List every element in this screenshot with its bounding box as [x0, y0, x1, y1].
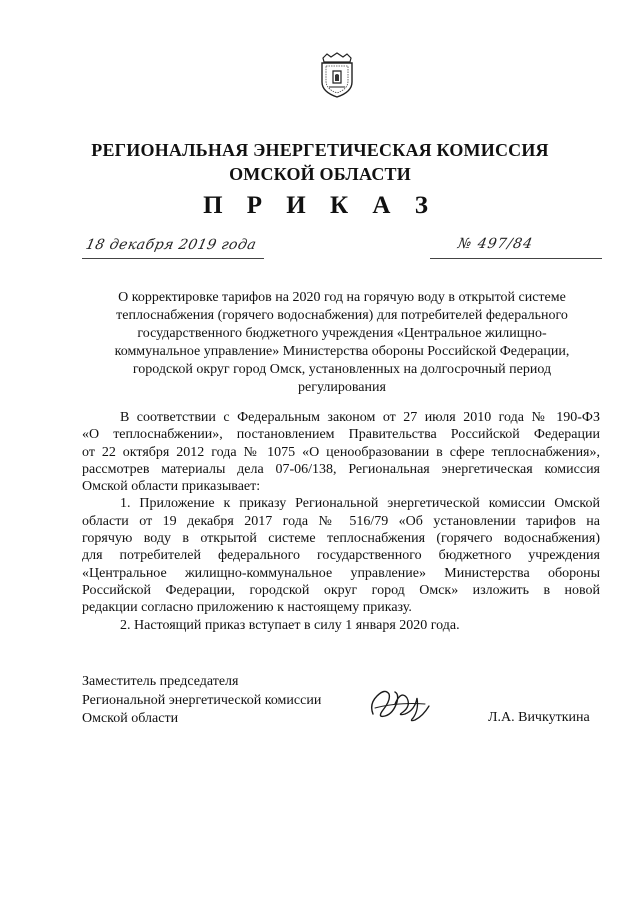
subject-line: О корректировке тарифов на 2020 год на горячую воду в открытой системе	[118, 290, 566, 305]
issuing-authority	[0, 138, 640, 186]
authority-name-line-1: РЕГИОНАЛЬНАЯ ЭНЕРГЕТИЧЕСКАЯ КОМИССИЯ	[91, 140, 549, 160]
subject-line: государственного бюджетного учреждения «Центральное жилищно-	[137, 326, 547, 341]
position-line: Заместитель председателя	[82, 674, 239, 689]
date-underline	[82, 258, 264, 259]
preamble-line: В соответствии с Федеральным законом от 27 июля 2010 года № 190-ФЗ	[120, 410, 600, 425]
order-body	[82, 409, 600, 634]
preamble-line: рассмотрев материалы дела 07-06/138, Региональная энергетическая комиссия	[82, 461, 600, 477]
preamble-line: «О теплоснабжении», постановлением Правительства Российской Федерации	[82, 427, 600, 443]
position-line: Региональной энергетической комиссии	[82, 692, 322, 708]
position-line: Омской области	[82, 711, 179, 726]
subject-line: теплоснабжения (горячего водоснабжения) для потребителей федерального	[116, 308, 568, 323]
order-subject	[82, 289, 602, 397]
handwritten-date: 18 декабря 2019 года	[84, 237, 258, 253]
handwritten-signature-icon	[367, 684, 435, 724]
item-1-line: 1. Приложение к приказу Региональной энергетической комиссии Омской	[120, 496, 600, 512]
item-1-line: горячую воду в открытой системе теплоснабжения (горячего водоснабжения)	[82, 531, 600, 547]
item-1-line: редакции согласно приложению к настоящему приказу.	[82, 600, 412, 616]
item-1-line: Российской Федерации, городской округ город Омск» изложить в новой	[82, 582, 600, 598]
subject-line: городской округ город Омск, установленных на долгосрочный период	[132, 362, 552, 377]
number-underline	[430, 258, 602, 259]
document-type-title: П Р И К А З	[203, 192, 437, 219]
item-1-line: «Центральное жилищно-коммунальное управление» Министерства обороны	[82, 565, 600, 581]
handwritten-order-number: № 497/84	[456, 236, 535, 252]
item-1-line: для потребителей федерального государственного бюджетного учреждения	[82, 548, 600, 564]
item-1-line: области от 19 декабря 2017 года № 516/79 «Об установлении тарифов на	[82, 513, 600, 529]
omsk-coat-of-arms-icon	[317, 52, 357, 98]
signer-name: Л.А. Вичкуткина	[488, 710, 590, 725]
item-2: 2. Настоящий приказ вступает в силу 1 января 2020 года.	[120, 617, 460, 633]
authority-name-line-2: ОМСКОЙ ОБЛАСТИ	[229, 164, 411, 184]
subject-line: коммунальное управление» Министерства обороны Российской Федерации,	[114, 344, 570, 359]
preamble-line: от 22 октября 2012 года № 1075 «О ценообразовании в сфере теплоснабжения»,	[82, 444, 600, 460]
signatory-position	[82, 673, 321, 729]
preamble-line: Омской области приказывает:	[82, 479, 261, 495]
subject-line: регулирования	[298, 380, 386, 395]
